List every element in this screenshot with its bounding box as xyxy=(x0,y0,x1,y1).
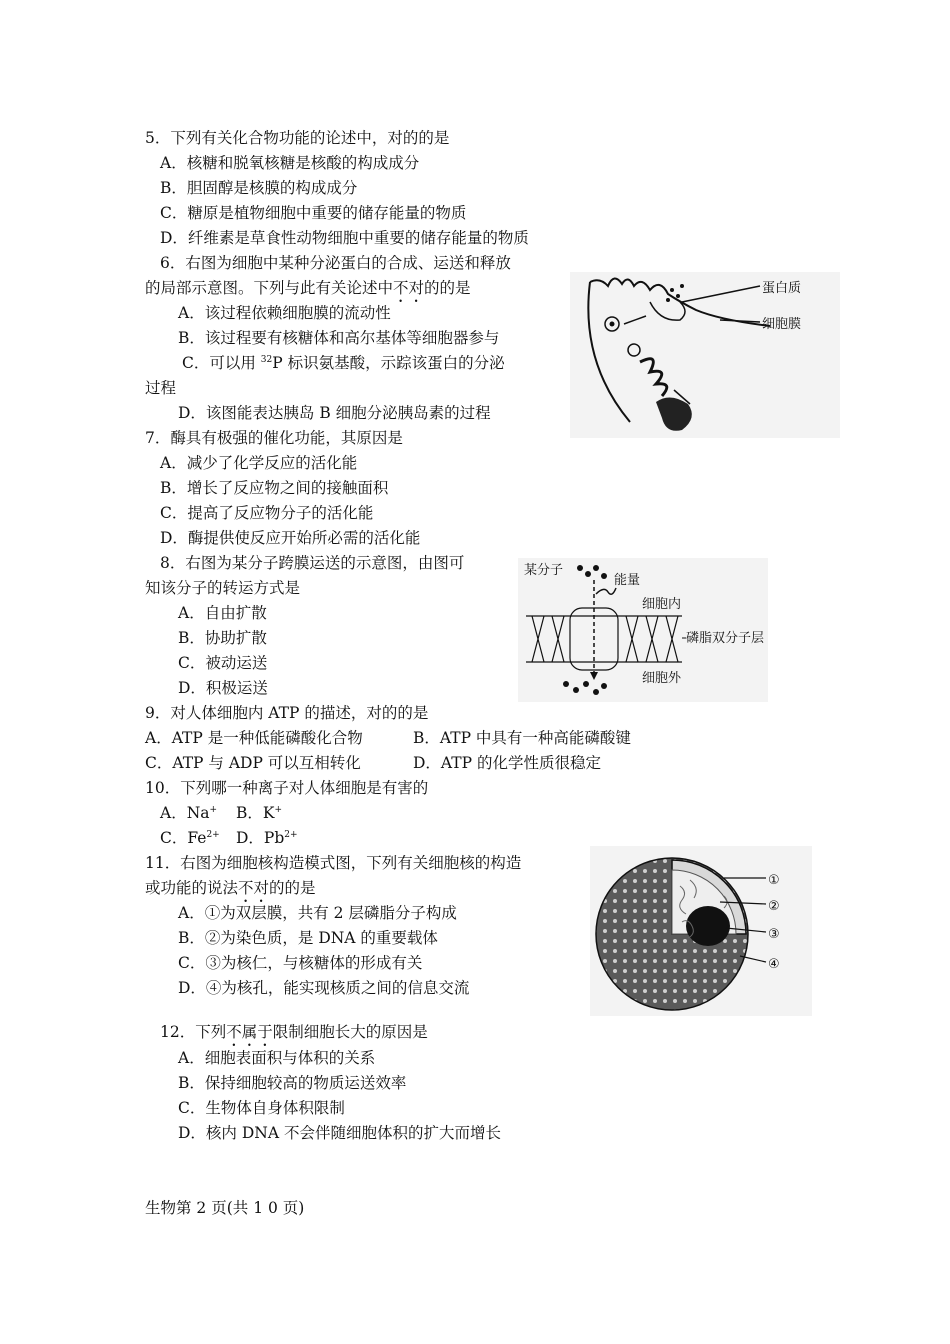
fig-label-energy: 能量 xyxy=(614,573,641,588)
q9-option-b: B．ATP 中具有一种高能磷酸键 xyxy=(413,729,631,747)
q6-option-d: D．该图能表达胰岛 B 细胞分泌胰岛素的过程 xyxy=(178,404,491,422)
q6-option-c: C．可以用 $^{32}$P 标识氨基酸，示踪该蛋白的分泌 xyxy=(182,354,505,372)
q6-stem-line1: 6．右图为细胞中某种分泌蛋白的合成、运送和释放 xyxy=(160,254,511,272)
q5-option-b: B．胆固醇是核膜的构成成分 xyxy=(160,179,358,197)
q11-stem-line2: 或功能的说法不对的的是 xyxy=(145,879,316,897)
q11-option-d: D．④为核孔，能实现核质之间的信息交流 xyxy=(178,979,470,997)
q9-option-a: A．ATP 是一种低能磷酸化合物 xyxy=(145,729,363,747)
emphasis-not: 不对 xyxy=(238,879,270,897)
q12-option-a: A．细胞表面积与体积的关系 xyxy=(178,1049,376,1067)
q9-option-d: D．ATP 的化学性质很稳定 xyxy=(413,754,601,772)
fig-label-3: ③ xyxy=(768,927,780,942)
secretion-figure xyxy=(570,272,840,438)
q6-stem-line2: 的局部示意图。下列与此有关论述中不对的的是 xyxy=(145,279,471,297)
fig-label-inside: 细胞内 xyxy=(642,597,682,612)
q10-option-a: A．Na+ xyxy=(160,804,218,822)
q12-option-d: D．核内 DNA 不会伴随细胞体积的扩大而增长 xyxy=(178,1124,501,1142)
q8-stem-line1: 8．右图为某分子跨膜运送的示意图，由图可 xyxy=(160,554,465,572)
q11-option-b: B．②为染色质，是 DNA 的重要载体 xyxy=(178,929,438,947)
q8-stem-line2: 知该分子的转运方式是 xyxy=(145,579,301,597)
q11-option-a: A．①为双层膜，共有 2 层磷脂分子构成 xyxy=(178,904,457,922)
q5-option-a: A．核糖和脱氧核糖是核酸的构成成分 xyxy=(160,154,420,172)
q8-option-d: D．积极运送 xyxy=(178,679,268,697)
q6-option-b: B．该过程要有核糖体和高尔基体等细胞器参与 xyxy=(178,329,500,347)
q7-option-b: B．增长了反应物之间的接触面积 xyxy=(160,479,389,497)
q6-option-a: A．该过程依赖细胞膜的流动性 xyxy=(178,304,391,322)
q9-option-c: C．ATP 与 ADP 可以互相转化 xyxy=(145,754,361,772)
q7-option-c: C．提高了反应物分子的活化能 xyxy=(160,504,374,522)
q7-option-a: A．减少了化学反应的活化能 xyxy=(160,454,358,472)
q10-option-b: B．K+ xyxy=(236,804,283,822)
q12-option-b: B．保持细胞较高的物质运送效率 xyxy=(178,1074,407,1092)
q12-option-c: C．生物体自身体积限制 xyxy=(178,1099,345,1117)
q6-option-c-cont: 过程 xyxy=(145,379,177,397)
q7-option-d: D．酶提供使反应开始所必需的活化能 xyxy=(160,529,421,547)
q10-option-c: C．$Fe^{2+}$ xyxy=(160,829,220,847)
q8-option-c: C．被动运送 xyxy=(178,654,268,672)
fig-label-outside: 细胞外 xyxy=(642,671,682,686)
fig-label-bilayer: 磷脂双分子层 xyxy=(686,631,765,646)
q5-option-c: C．糖原是植物细胞中重要的储存能量的物质 xyxy=(160,204,467,222)
membrane-transport-figure xyxy=(518,558,768,702)
q5-stem: 5．下列有关化合物功能的论述中，对的的是 xyxy=(145,129,450,147)
fig-label-4: ④ xyxy=(768,957,780,972)
nucleus-figure xyxy=(590,846,812,1016)
q10-option-d: D．$Pb^{2+}$ xyxy=(236,829,298,847)
emphasis-not: 不对 xyxy=(393,279,425,297)
q5-option-d: D．纤维素是草食性动物细胞中重要的储存能量的物质 xyxy=(160,229,529,247)
q11-stem-line1: 11．右图为细胞核构造模式图，下列有关细胞核的构造 xyxy=(145,854,522,872)
page-footer: 生物第 2 页(共 1 0 页) xyxy=(145,1199,305,1217)
q7-stem: 7．酶具有极强的催化功能，其原因是 xyxy=(145,429,403,447)
q8-option-a: A．自由扩散 xyxy=(178,604,267,622)
q11-option-c: C．③为核仁，与核糖体的形成有关 xyxy=(178,954,423,972)
q12-stem: 12．下列不属于限制细胞长大的原因是 xyxy=(160,1023,428,1041)
q10-stem: 10．下列哪一种离子对人体细胞是有害的 xyxy=(145,779,429,797)
emphasis-not-belong: 不属于 xyxy=(226,1023,273,1041)
fig-label-membrane: 细胞膜 xyxy=(762,317,802,332)
fig-label-molecule: 某分子 xyxy=(524,563,564,578)
fig-label-2: ② xyxy=(768,899,780,914)
q9-stem: 9．对人体细胞内 ATP 的描述，对的的是 xyxy=(145,704,429,722)
fig-label-protein: 蛋白质 xyxy=(762,281,802,296)
fig-label-1: ① xyxy=(768,873,780,888)
q8-option-b: B．协助扩散 xyxy=(178,629,267,647)
